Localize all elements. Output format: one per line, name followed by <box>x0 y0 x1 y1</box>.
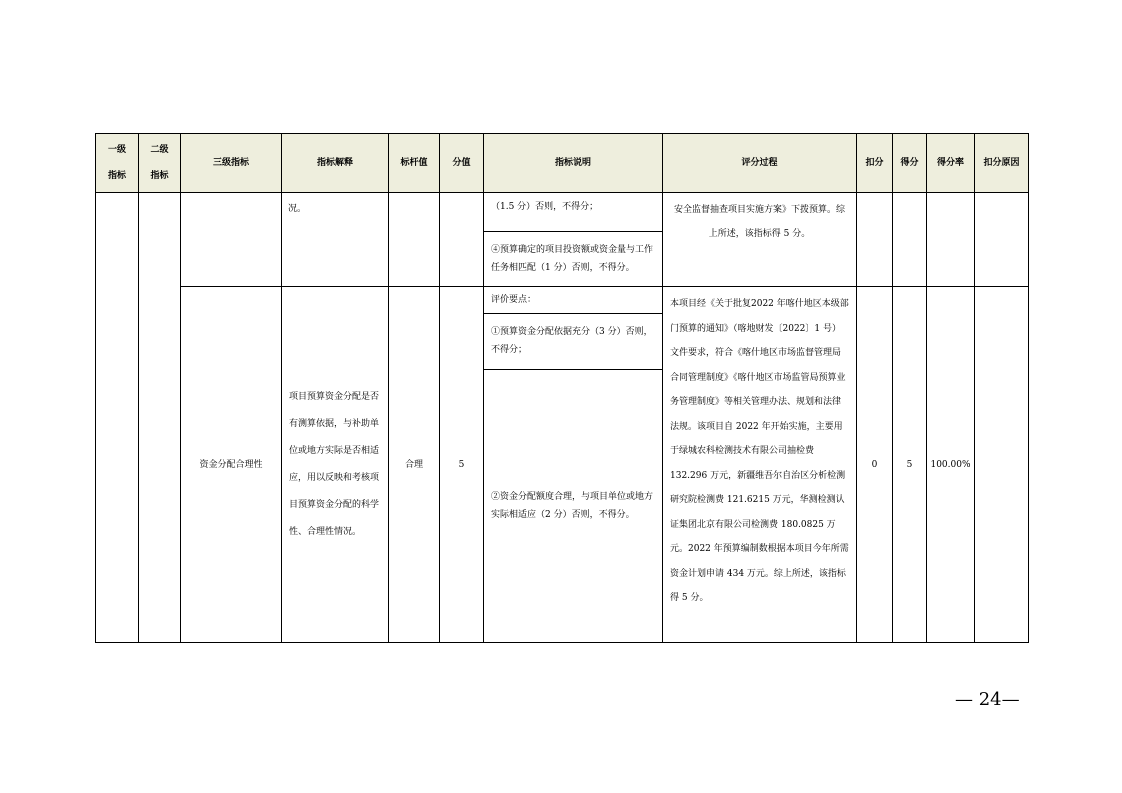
cell-got <box>893 193 927 287</box>
cell-rate <box>927 193 975 287</box>
page-number: — 24— <box>955 689 1020 710</box>
evaluation-table <box>95 133 1029 643</box>
cell-got: 5 <box>893 287 927 643</box>
cell-explain: 项目预算资金分配是否有测算依据，与补助单位或地方实际是否相适应，用以反映和考核项目预算资金分配的科学性、合理性情况。 <box>282 287 389 643</box>
cell-level3: 资金分配合理性 <box>181 287 282 643</box>
header-deduct: 扣分 <box>857 134 893 193</box>
desc-item: ④预算确定的项目投资额或资金量与工作任务相匹配（1 分）否则，不得分。 <box>491 244 654 273</box>
cell-process: 本项目经《关于批复2022 年喀什地区本级部门预算的通知》（喀地财发〔2022〕1 号）文件要求，符合《喀什地区市场监督管理局合同管理制度》《喀什地区市场监管局预算业务管理制度》等相关管理办法、规划和法律法规。该项目自 2022 年开始实施，主要用于绿城农科检测技术有限公司抽检费 132.296 万元，新疆维吾尔自治区分析检测研究院检测费 121.6215 万元，华测检测认证集团北京有限公司检测费 180.0825 万元。2022 年预算编制数根据本项目今年所需资金计划申请 434 万元。综上所述，该指标得 5 分。 <box>663 287 857 643</box>
table-row <box>96 193 1029 287</box>
header-desc: 指标说明 <box>484 134 663 193</box>
cell-desc <box>484 193 663 287</box>
desc-item: ②资金分配额度合理，与项目单位或地方实际相适应（2 分）否则，不得分。 <box>491 491 654 520</box>
cell-level3 <box>181 193 282 287</box>
header-got: 得分 <box>893 134 927 193</box>
cell-deduct <box>857 193 893 287</box>
cell-rate: 100.00% <box>927 287 975 643</box>
header-rate: 得分率 <box>927 134 975 193</box>
cell-desc <box>484 287 663 643</box>
cell-reason <box>975 287 1029 643</box>
table-row <box>96 287 1029 643</box>
desc-item: （1.5 分）否则，不得分； <box>484 193 662 231</box>
cell-explain: 况。 <box>282 193 389 287</box>
cell-level1 <box>96 193 139 643</box>
header-benchmark: 标杆值 <box>389 134 440 193</box>
header-process: 评分过程 <box>663 134 857 193</box>
desc-head: 评价要点： <box>484 287 662 313</box>
header-row <box>96 134 1029 193</box>
cell-deduct: 0 <box>857 287 893 643</box>
cell-level2 <box>139 193 181 643</box>
header-explain: 指标解释 <box>282 134 389 193</box>
header-score: 分值 <box>440 134 484 193</box>
cell-score <box>440 193 484 287</box>
cell-benchmark <box>389 193 440 287</box>
header-level1: 一级 指标 <box>96 134 139 193</box>
cell-score: 5 <box>440 287 484 643</box>
header-reason: 扣分原因 <box>975 134 1029 193</box>
header-level2: 二级 指标 <box>139 134 181 193</box>
cell-process: 安全监督抽查项目实施方案》下拨预算。综上所述，该指标得 5 分。 <box>663 193 857 287</box>
header-level3: 三级指标 <box>181 134 282 193</box>
desc-item: ①预算资金分配依据充分（3 分）否则，不得分； <box>484 313 662 369</box>
cell-benchmark: 合理 <box>389 287 440 643</box>
cell-reason <box>975 193 1029 287</box>
